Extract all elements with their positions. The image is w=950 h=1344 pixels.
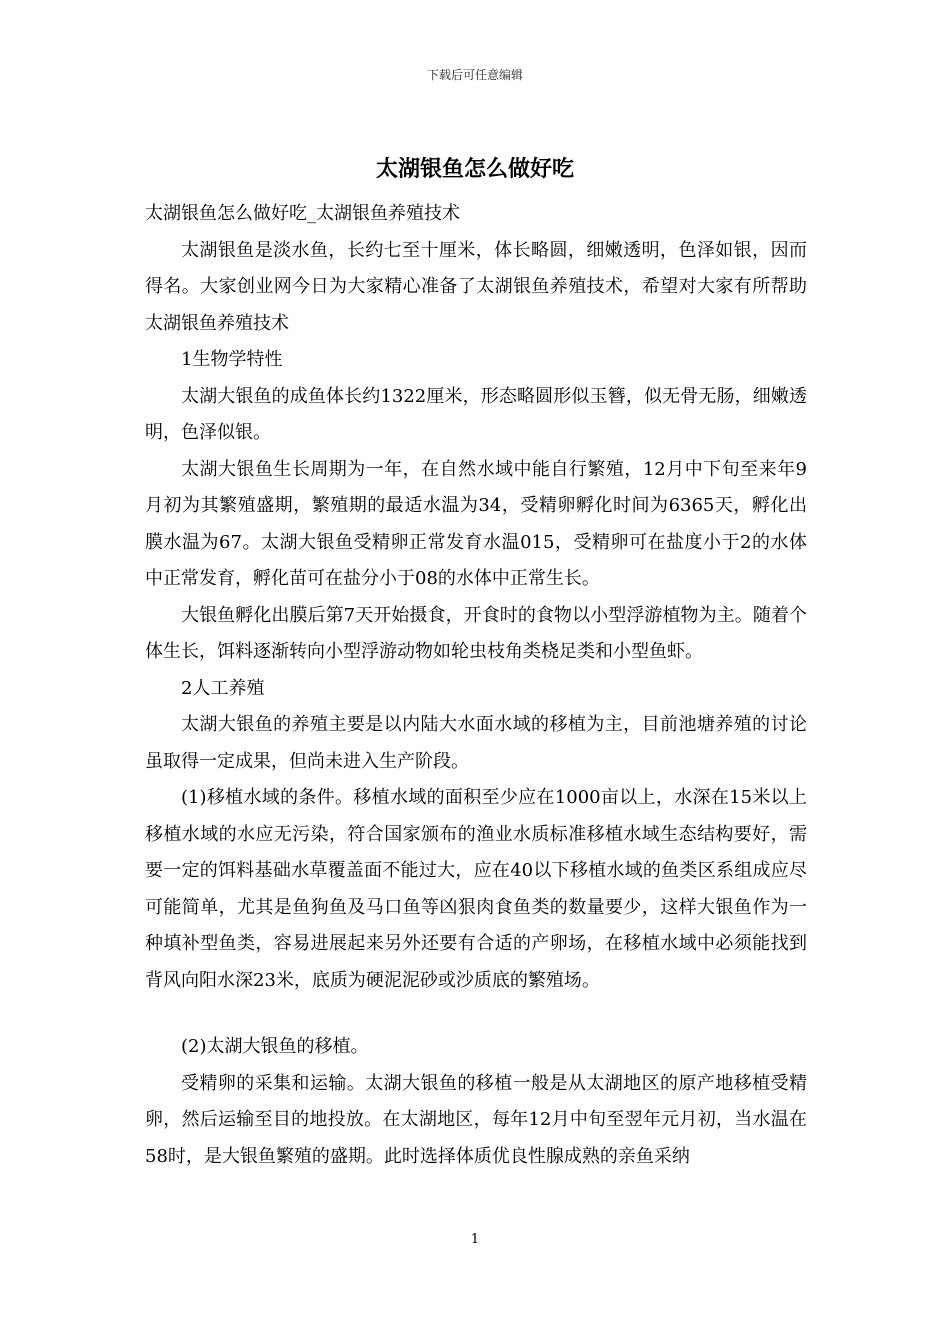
paragraph-body-shape: 太湖大银鱼的成鱼体长约1322厘米，形态略圆形似玉簪，似无骨无肠，细嫩透明，色泽似银。 — [145, 385, 807, 443]
paragraph-intro: 太湖银鱼是淡水鱼，长约七至十厘米，体长略圆，细嫩透明，色泽如银，因而得名。大家创业网今日为大家精心准备了太湖银鱼养殖技术，希望对大家有所帮助太湖银鱼养殖技术 — [145, 239, 807, 334]
paragraph-growth-cycle: 太湖大银鱼生长周期为一年，在自然水域中能自行繁殖，12月中下旬至来年9月初为其繁殖盛期，繁殖期的最适水温为34，受精卵孵化时间为6365天，孵化出膜水温为67。太湖大银鱼受精卵正常发育水温015，受精卵可在盐度小于2的水体中正常发育，孵化苗可在盐分小于08的水体中正常生长。 — [145, 458, 807, 589]
paragraph-transplant-conditions: (1)移植水域的条件。移植水域的面积至少应在1000亩以上，水深在15米以上移植水域的水应无污染，符合国家颁布的渔业水质标准移植水域生态结构要好，需要一定的饵料基础水草覆盖面不能过大，应在40以下移植水域的鱼类区系组成应尽可能简单，尤其是鱼狗鱼及马口鱼等凶狠肉食鱼类的数量要少，这样大银鱼作为一种填补型鱼类，容易进展起来另外还要有合适的产卵场，在移植水域中必须能找到背风向阳水深23米，底质为硬泥泥砂或沙质底的繁殖场。 — [145, 787, 807, 991]
paragraph-farming-overview: 太湖大银鱼的养殖主要是以内陆大水面水域的移植为主，目前池塘养殖的讨论虽取得一定成果，但尚未进入生产阶段。 — [145, 714, 807, 772]
paragraph-feeding: 大银鱼孵化出膜后第7天开始摄食，开食时的食物以小型浮游植物为主。随着个体生长，饵料逐渐转向小型浮游动物如轮虫枝角类桡足类和小型鱼虾。 — [145, 604, 807, 662]
section-heading-farming: 2人工养殖 — [181, 677, 265, 699]
document-title: 太湖银鱼怎么做好吃 — [375, 156, 574, 182]
paragraph-egg-collection: 受精卵的采集和运输。太湖大银鱼的移植一般是从太湖地区的原产地移植受精卵，然后运输至目的地投放。在太湖地区，每年12月中旬至翌年元月初，当水温在58时，是大银鱼繁殖的盛期。此时选择体质优良性腺成熟的亲鱼采纳 — [145, 1072, 807, 1167]
document-subtitle: 太湖银鱼怎么做好吃_太湖银鱼养殖技术 — [145, 203, 460, 224]
subsection-heading-transplant: (2)太湖大银鱼的移植。 — [181, 1036, 369, 1057]
document-body — [145, 196, 807, 1175]
section-heading-biology: 1生物学特性 — [181, 349, 283, 370]
page-number: 1 — [470, 1232, 480, 1247]
header-note: 下载后可任意编辑 — [426, 68, 523, 82]
